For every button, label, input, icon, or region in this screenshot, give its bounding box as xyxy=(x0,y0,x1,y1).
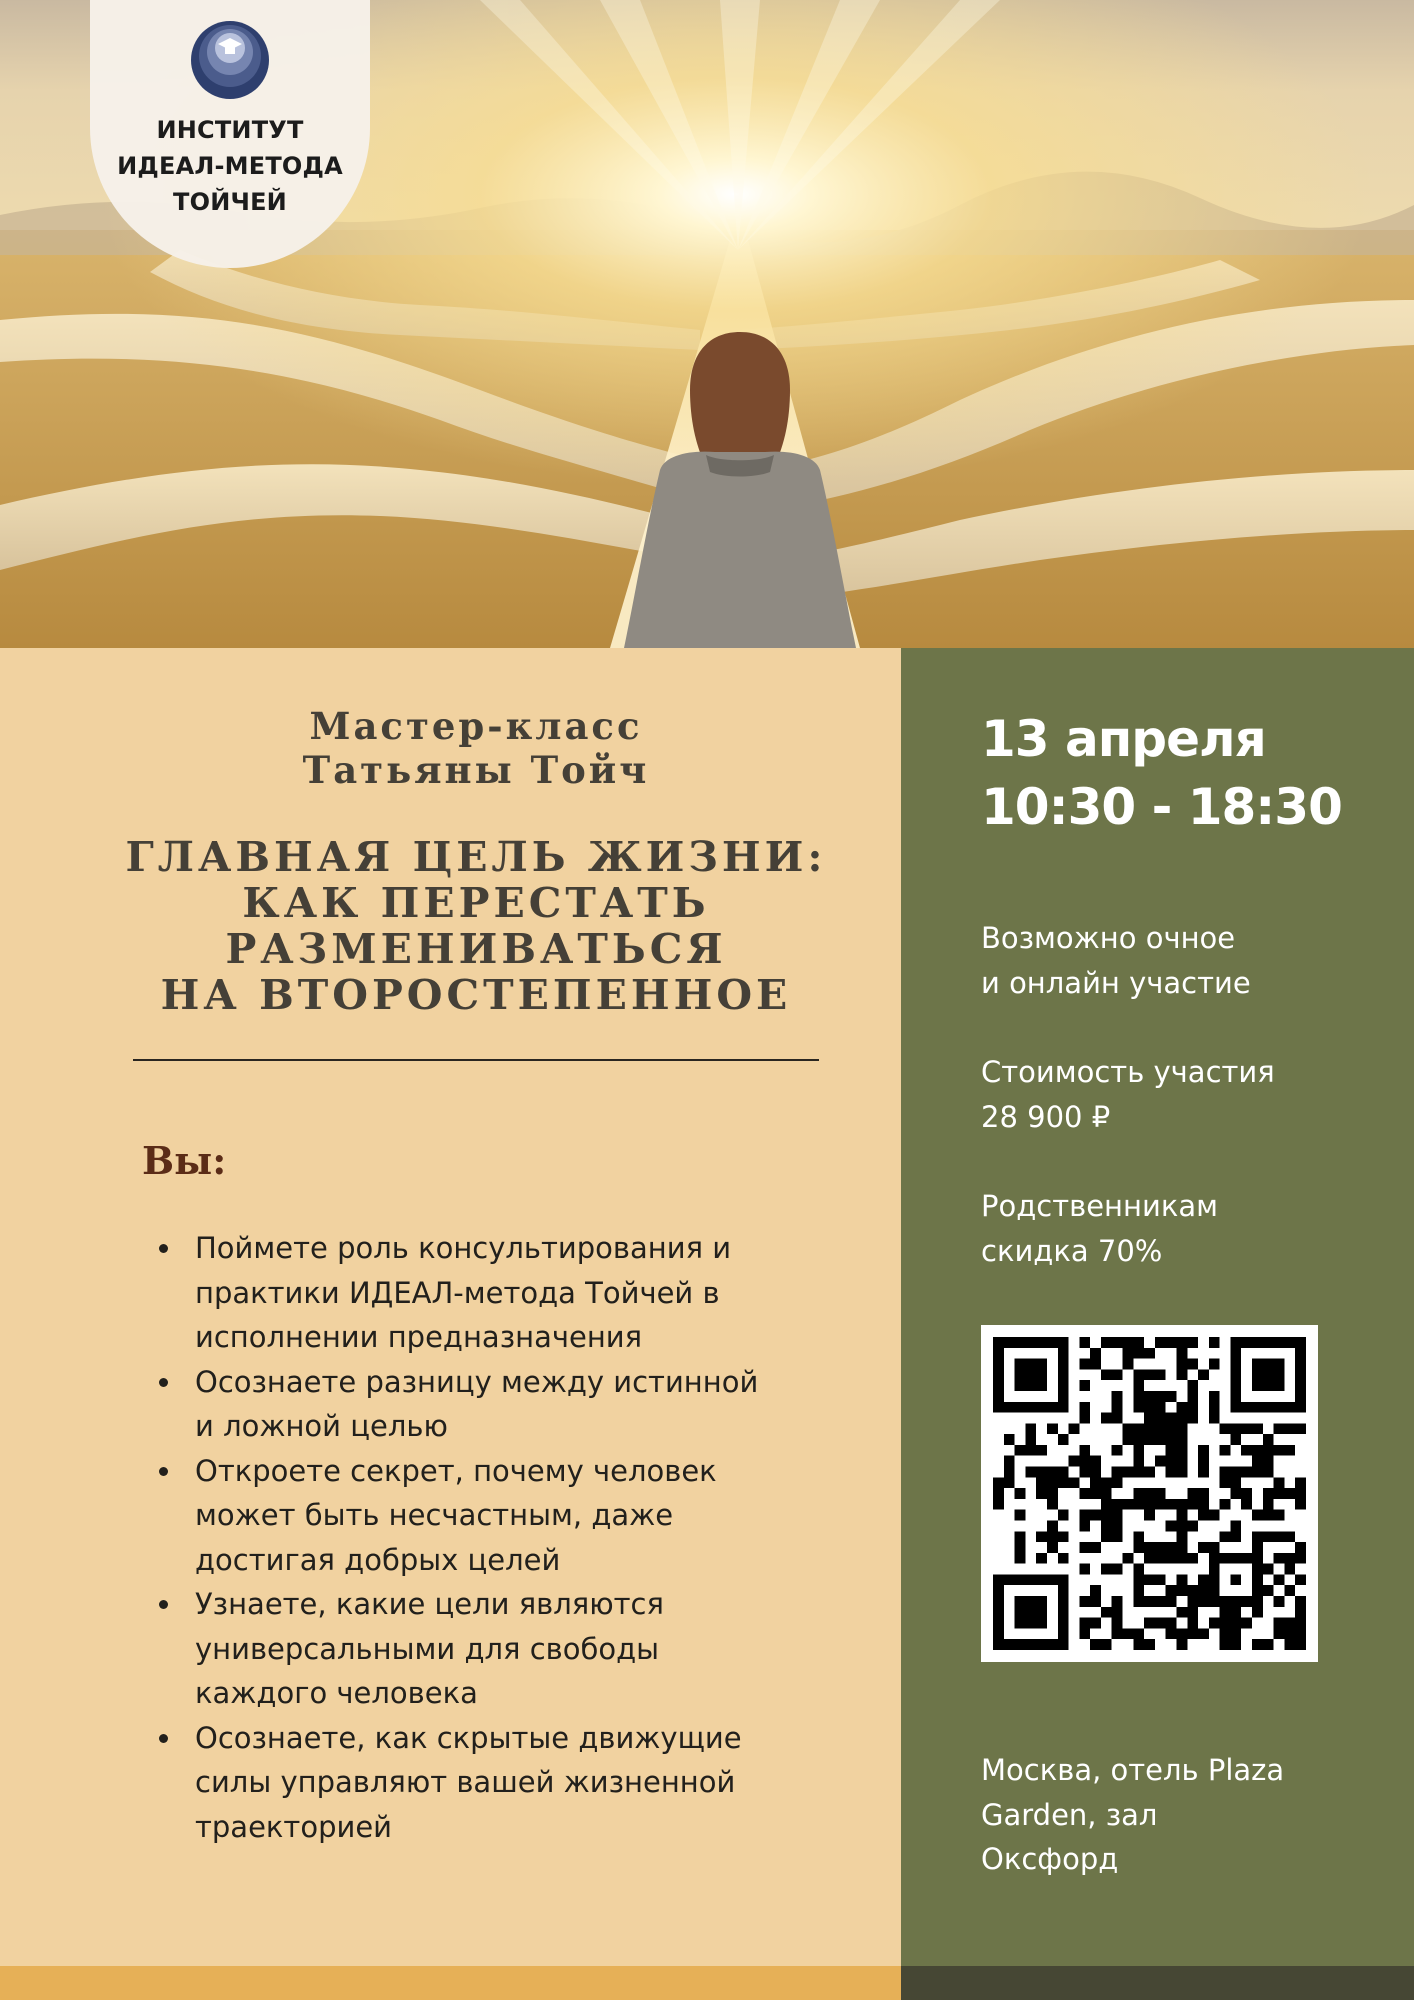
title-line: ГЛАВНАЯ ЦЕЛЬ ЖИЗНИ: xyxy=(125,833,827,881)
title-divider xyxy=(133,1059,819,1061)
info-line: 28 900 ₽ xyxy=(981,1099,1111,1134)
footer-strip-right xyxy=(901,1966,1414,2000)
benefits-heading: Вы: xyxy=(142,1138,227,1183)
title-line: РАЗМЕНИВАТЬСЯ xyxy=(225,925,727,973)
list-item-line: Осознаете разницу между истинной xyxy=(195,1364,759,1399)
list-item-line: каждого человека xyxy=(195,1676,478,1710)
info-line: скидка 70% xyxy=(981,1233,1163,1268)
logo-card xyxy=(90,0,370,268)
list-item-line: универсальными для свободы xyxy=(195,1631,660,1666)
participation-format xyxy=(981,916,1381,1005)
event-subtitle xyxy=(0,704,952,792)
hero-image xyxy=(0,0,1414,648)
event-title xyxy=(0,834,952,1018)
subtitle-line: Татьяны Тойч xyxy=(302,748,650,792)
list-item-line: Поймете роль консультирования и xyxy=(195,1231,732,1265)
list-item-line: Осознаете, как скрытые движущие xyxy=(195,1720,742,1755)
list-item-line: может быть несчастным, даже xyxy=(195,1498,674,1532)
list-item-line: достигая добрых целей xyxy=(195,1542,561,1577)
institute-name-line: ИНСТИТУТ xyxy=(156,116,304,144)
title-line: КАК ПЕРЕСТАТЬ xyxy=(242,879,710,927)
info-line: Москва, отель Plaza xyxy=(981,1753,1285,1787)
list-item xyxy=(0,1226,825,1360)
qr-code-icon xyxy=(993,1337,1306,1650)
info-line: Возможно очное xyxy=(981,921,1236,955)
list-item xyxy=(0,1716,825,1850)
qr-code[interactable] xyxy=(981,1325,1318,1662)
footer-strip-left xyxy=(0,1966,901,2000)
list-item-line: исполнении предназначения xyxy=(195,1320,643,1354)
list-item xyxy=(0,1582,825,1716)
list-item-line: траекторией xyxy=(195,1809,393,1844)
benefits-list xyxy=(0,1226,901,1849)
event-venue xyxy=(981,1748,1381,1882)
info-line: и онлайн участие xyxy=(981,965,1251,1000)
list-item-line: практики ИДЕАЛ-метода Тойчей в xyxy=(195,1275,720,1310)
info-line: Оксфорд xyxy=(981,1842,1119,1876)
list-item-line: силы управляют вашей жизненной xyxy=(195,1765,736,1799)
info-line: Garden, зал xyxy=(981,1797,1158,1832)
participation-price xyxy=(981,1050,1381,1139)
list-item-line: Узнаете, какие цели являются xyxy=(195,1587,664,1621)
info-line: Стоимость участия xyxy=(981,1055,1275,1089)
list-item xyxy=(0,1360,825,1449)
event-time: 10:30 - 18:30 xyxy=(981,778,1342,836)
list-item-line: и ложной целью xyxy=(195,1409,448,1443)
info-line: Родственникам xyxy=(981,1189,1218,1223)
subtitle-line: Мастер-класс xyxy=(309,704,643,748)
program-panel xyxy=(0,648,901,1966)
institute-emblem-icon xyxy=(190,20,270,100)
title-line: НА ВТОРОСТЕПЕННОЕ xyxy=(160,971,792,1019)
list-item xyxy=(0,1449,825,1583)
relatives-discount xyxy=(981,1184,1381,1273)
event-date: 13 апреля xyxy=(981,710,1266,768)
list-item-line: Откроете секрет, почему человек xyxy=(195,1453,717,1488)
institute-name-line: ТОЙЧЕЙ xyxy=(173,188,287,216)
institute-name-line: ИДЕАЛ-МЕТОДА xyxy=(117,152,343,180)
event-details-panel xyxy=(901,648,1414,1966)
institute-name xyxy=(90,112,370,220)
